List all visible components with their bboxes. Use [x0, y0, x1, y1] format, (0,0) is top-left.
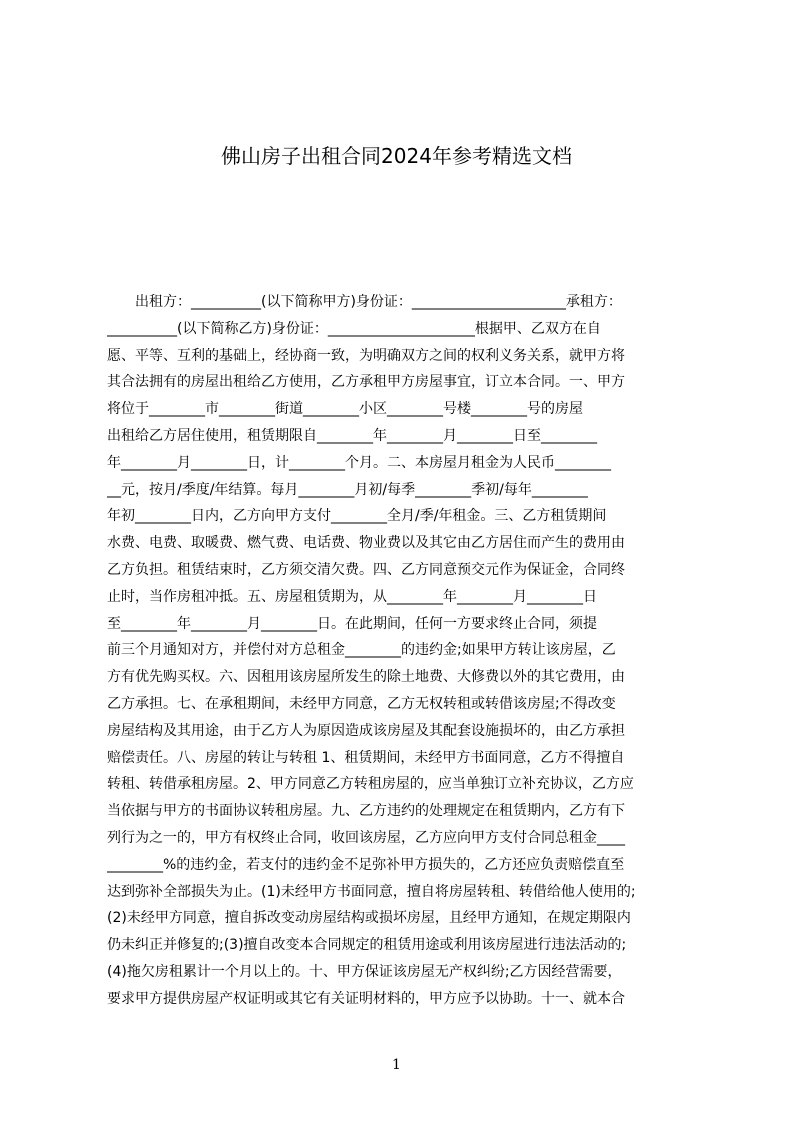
- body-line: 将位于________市________街道________小区________号楼________号的房屋: [107, 401, 583, 418]
- body-line: 仍未纠正并修复的;(3)擅自改变本合同规定的租赁用途或利用该房屋进行违法活动的;: [107, 937, 627, 954]
- body-line: 至________年________月________日。在此期间，任何一方要求终止合同，须提: [107, 615, 597, 632]
- body-line: (4)拖欠房租累计一个月以上的。十、甲方保证该房屋无产权纠纷;乙方因经营需要，: [107, 963, 622, 980]
- body-line: 出租方：__________(以下简称甲方)身份证：______________________承租方：: [107, 294, 622, 310]
- body-line: 愿、平等、互利的基础上，经协商一致，为明确双方之间的权利义务关系，就甲方将: [107, 347, 625, 364]
- body-line: 列行为之一的，甲方有权终止合同，收回该房屋，乙方应向甲方支付合同总租金____: [107, 829, 625, 846]
- contract-body: [107, 289, 698, 1013]
- body-line: 年________月________日，计________个月。二、本房屋月租金为人民币________: [107, 454, 611, 471]
- body-line: 水费、电费、取暖费、燃气费、电话费、物业费以及其它由乙方居住而产生的费用由: [107, 535, 625, 552]
- body-line: (2)未经甲方同意，擅自拆改变动房屋结构或损坏房屋，且经甲方通知，在规定期限内: [107, 910, 631, 927]
- body-line: 年初________日内，乙方向甲方支付________全月/季/年租金。三、乙方租赁期间: [107, 508, 607, 525]
- page-number: 1: [392, 1057, 401, 1073]
- body-line: 乙方承担。七、在承租期间，未经甲方同意，乙方无权转租或转借该房屋;不得改变: [107, 695, 616, 712]
- document-title: 佛山房子出租合同2024年参考精选文档: [221, 144, 572, 168]
- body-line: 出租给乙方居住使用，租赁期限自________年________月________日至________: [107, 427, 597, 444]
- body-line: __________(以下简称乙方)身份证：_____________________根据甲、乙双方在自: [107, 320, 601, 337]
- body-line: 达到弥补全部损失为止。(1)未经甲方书面同意，擅自将房屋转租、转借给他人使用的;: [107, 883, 636, 900]
- body-line: 赔偿责任。八、房屋的转让与转租 1、租赁期间，未经甲方书面同意，乙方不得擅自: [107, 749, 625, 766]
- body-line: 止时，当作房租冲抵。五、房屋租赁期为，从________年________月________日: [107, 588, 597, 605]
- body-line: 方有优先购买权。六、因租用该房屋所发生的除土地费、大修费以外的其它费用，由: [107, 669, 625, 686]
- body-line: ________%的违约金，若支付的违约金不足弥补甲方损失的，乙方还应负责赔偿直至: [107, 856, 625, 873]
- body-line: __元，按月/季度/年结算。每月________月初/每季________季初/每年________: [107, 481, 588, 498]
- body-line: 其合法拥有的房屋出租给乙方使用，乙方承租甲方房屋事宜，订立本合同。一、甲方: [107, 374, 625, 391]
- body-line: 转租、转借承租房屋。2、甲方同意乙方转租房屋的，应当单独订立补充协议，乙方应: [107, 776, 634, 793]
- body-line: 当依据与甲方的书面协议转租房屋。九、乙方违约的处理规定在租赁期内，乙方有下: [107, 803, 625, 820]
- body-line: 乙方负担。租赁结束时，乙方须交清欠费。四、乙方同意预交元作为保证金，合同终: [107, 561, 625, 578]
- body-line: 前三个月通知对方，并偿付对方总租金________的违约金;如果甲方转让该房屋，乙: [107, 642, 616, 659]
- body-line: 房屋结构及其用途，由于乙方人为原因造成该房屋及其配套设施损坏的，由乙方承担: [107, 722, 625, 739]
- body-line: 要求甲方提供房屋产权证明或其它有关证明材料的，甲方应予以协助。十一、就本合: [107, 990, 625, 1007]
